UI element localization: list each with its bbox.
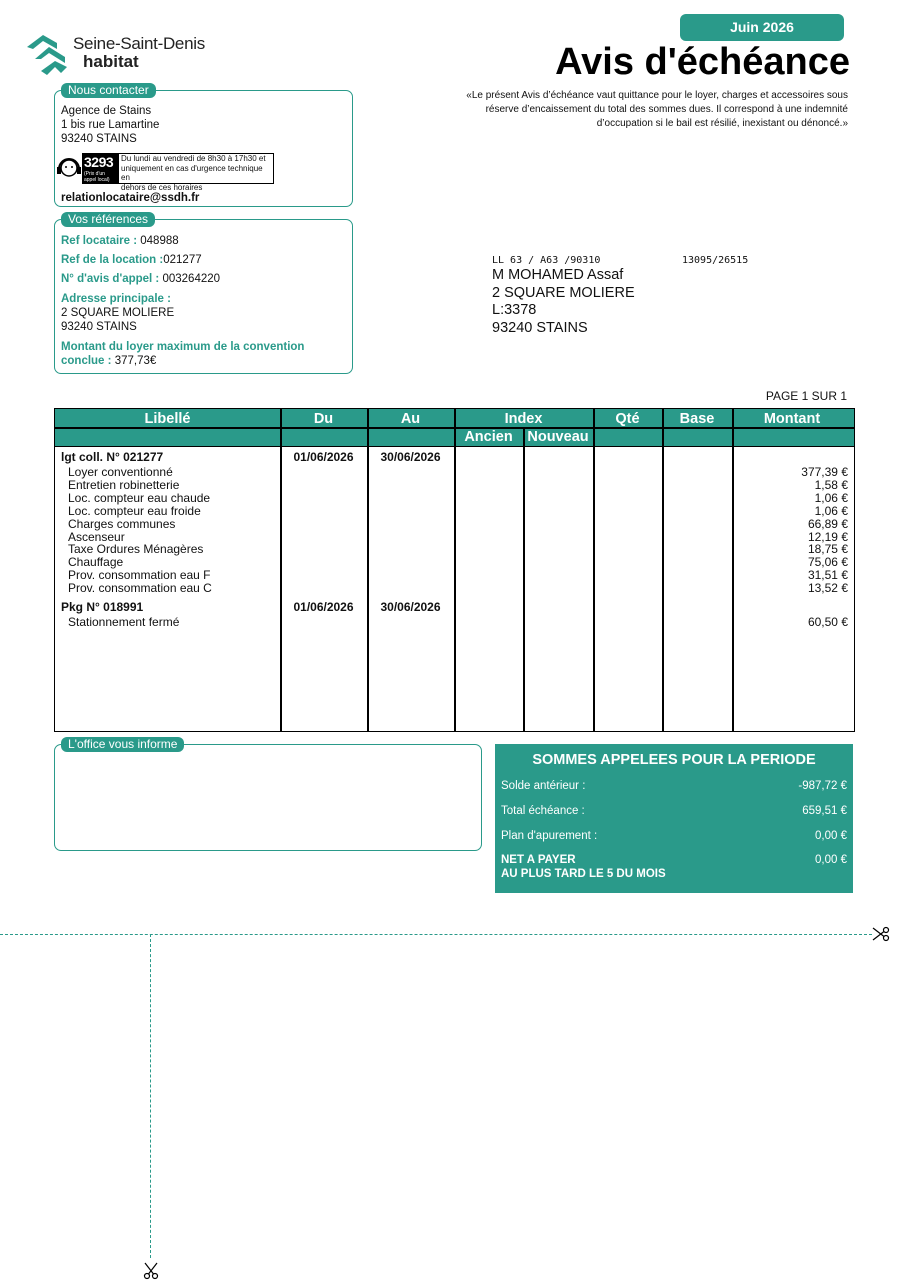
group-date-from: 01/06/2026	[293, 600, 354, 614]
charges-table	[54, 408, 855, 732]
summary-panel	[495, 744, 853, 893]
group-title: Pkg N° 018991	[61, 600, 144, 614]
phone-hours-line: uniquement en cas d'urgence technique en	[121, 163, 263, 182]
total-value: 659,51 €	[802, 805, 847, 817]
table-row-label: Loc. compteur eau chaude	[68, 490, 211, 505]
page-indicator: PAGE 1 SUR 1	[765, 389, 847, 403]
contact-email[interactable]: relationlocataire@ssdh.fr	[61, 192, 200, 204]
logo-line2: habitat	[83, 52, 139, 71]
group-title: lgt coll. N° 021277	[61, 450, 164, 464]
header-du: Du	[313, 411, 334, 427]
loyer-max	[61, 354, 156, 368]
logo	[27, 30, 227, 80]
column-divider	[593, 409, 595, 731]
table-row-amount: 75,06 €	[807, 555, 848, 570]
ref-locataire-label: Ref locataire :	[61, 235, 138, 247]
table-row-amount: 1,58 €	[814, 477, 848, 492]
table-row-label: Stationnement fermé	[68, 615, 180, 629]
net-deadline: AU PLUS TARD LE 5 DU MOIS	[501, 868, 666, 880]
recipient-lot: L:3378	[492, 302, 537, 318]
column-divider	[662, 409, 664, 731]
scissors-icon	[143, 1262, 159, 1280]
cut-line-vertical	[150, 934, 151, 1258]
recipient-code-right: 13095/26515	[682, 255, 749, 266]
contact-tab: Nous contacter	[61, 83, 156, 98]
column-divider	[454, 409, 456, 731]
table-row-amount: 31,51 €	[807, 568, 848, 583]
header-nouveau: Nouveau	[527, 429, 589, 445]
office-info-tab: L'office vous informe	[61, 737, 184, 752]
office-info-box	[54, 737, 482, 851]
table-row-label: Prov. consommation eau C	[68, 581, 212, 596]
month-badge: Juin 2026	[680, 14, 844, 41]
net-value: 0,00 €	[815, 854, 847, 866]
table-row-label: Loyer conventionné	[68, 465, 173, 479]
plan-value: 0,00 €	[815, 830, 847, 842]
table-row-amount: 12,19 €	[807, 529, 848, 544]
table-row-amount: 18,75 €	[807, 542, 848, 557]
phone-subtitle-line: appel local)	[84, 177, 110, 183]
table-row-amount: 66,89 €	[807, 516, 848, 531]
header-qte: Qté	[615, 411, 640, 427]
solde-label: Solde antérieur :	[501, 780, 586, 792]
phone-subtitle	[84, 171, 110, 183]
loyer-max-label: Montant du loyer maximum de la convention	[61, 341, 305, 353]
column-divider	[523, 427, 525, 731]
table-row-amount: 60,50 €	[807, 615, 848, 629]
loyer-max-value: 377,73€	[114, 355, 157, 367]
header-libelle: Libellé	[144, 411, 191, 427]
disclaimer-line: d’occupation si le bail est résilié, inexistant ou dénoncé.»	[596, 118, 848, 129]
references-tab: Vos références	[61, 212, 155, 227]
table-row-label: Entretien robinetterie	[68, 477, 180, 492]
group-date-to: 30/06/2026	[380, 450, 441, 464]
solde-value: -987,72 €	[798, 780, 847, 792]
table-row-label: Loc. compteur eau froide	[68, 503, 201, 518]
header-index: Index	[504, 411, 543, 427]
table-row-amount: 1,06 €	[814, 490, 848, 505]
table-row-label: Charges communes	[68, 516, 176, 531]
address-city: 93240 STAINS	[61, 321, 137, 333]
agency-street: 1 bis rue Lamartine	[61, 119, 160, 131]
table-row-amount: 1,06 €	[814, 503, 848, 518]
address-label: Adresse principale :	[61, 293, 171, 305]
disclaimer-line: «Le présent Avis d’échéance vaut quittance pour le loyer, charges et accessoires sous	[466, 90, 848, 101]
page-title: Avis d'échéance	[555, 41, 850, 83]
table-row-label: Taxe Ordures Ménagères	[68, 542, 204, 557]
agency-name: Agence de Stains	[61, 105, 152, 117]
phone-banner	[56, 153, 271, 192]
net-label: NET A PAYER	[501, 854, 576, 866]
disclaimer-line: réserve d’encaissement du total des sommes dues. Il correspond à une indemnité	[485, 104, 848, 115]
total-label: Total échéance :	[501, 805, 585, 817]
avis-number-label: N° d'avis d'appel :	[61, 273, 160, 285]
address-street: 2 SQUARE MOLIERE	[61, 307, 175, 319]
recipient-street: 2 SQUARE MOLIERE	[492, 285, 635, 301]
ref-location-label: Ref de la location :	[61, 254, 164, 266]
phone-subtitle-line: (Prix d'un	[84, 171, 105, 177]
agency-city: 93240 STAINS	[61, 133, 137, 145]
logo-line1: Seine-Saint-Denis	[73, 34, 205, 53]
phone-hours	[118, 153, 274, 192]
table-row-amount: 377,39 €	[801, 465, 848, 479]
ref-location-value: 021277	[163, 254, 202, 266]
headset-icon	[56, 153, 82, 184]
ref-locataire-value: 048988	[137, 235, 179, 247]
avis-number	[61, 272, 220, 286]
ref-location	[61, 253, 202, 267]
avis-number-value: 003264220	[159, 273, 221, 285]
recipient-code-left: LL 63 / A63 /90310	[492, 255, 601, 266]
summary-title: SOMMES APPELEES POUR LA PERIODE	[532, 752, 816, 768]
cut-line-horizontal	[0, 934, 872, 935]
recipient-city: 93240 STAINS	[492, 320, 588, 336]
logo-mark-icon	[27, 33, 71, 77]
header-montant: Montant	[763, 411, 821, 427]
phone-number: 3293	[84, 154, 114, 170]
table-row-label: Ascenseur	[68, 529, 125, 544]
scissors-icon	[872, 926, 890, 942]
header-ancien: Ancien	[464, 429, 513, 445]
group-date-to: 30/06/2026	[380, 600, 441, 614]
table-row-amount: 13,52 €	[807, 581, 848, 596]
header-base: Base	[679, 411, 715, 427]
recipient-name: M MOHAMED Assaf	[492, 267, 624, 283]
table-row-label: Prov. consommation eau F	[68, 568, 211, 583]
plan-label: Plan d'apurement :	[501, 830, 598, 842]
disclaimer	[408, 89, 848, 131]
ref-locataire	[61, 234, 179, 248]
loyer-max-label-2: conclue :	[61, 355, 112, 367]
header-au: Au	[400, 411, 421, 427]
phone-number-box	[82, 153, 118, 184]
group-date-from: 01/06/2026	[293, 450, 354, 464]
phone-hours-line: dehors de ces horaires	[121, 182, 203, 192]
phone-hours-line: Du lundi au vendredi de 8h30 à 17h30 et	[121, 154, 266, 163]
table-row-label: Chauffage	[68, 555, 124, 570]
